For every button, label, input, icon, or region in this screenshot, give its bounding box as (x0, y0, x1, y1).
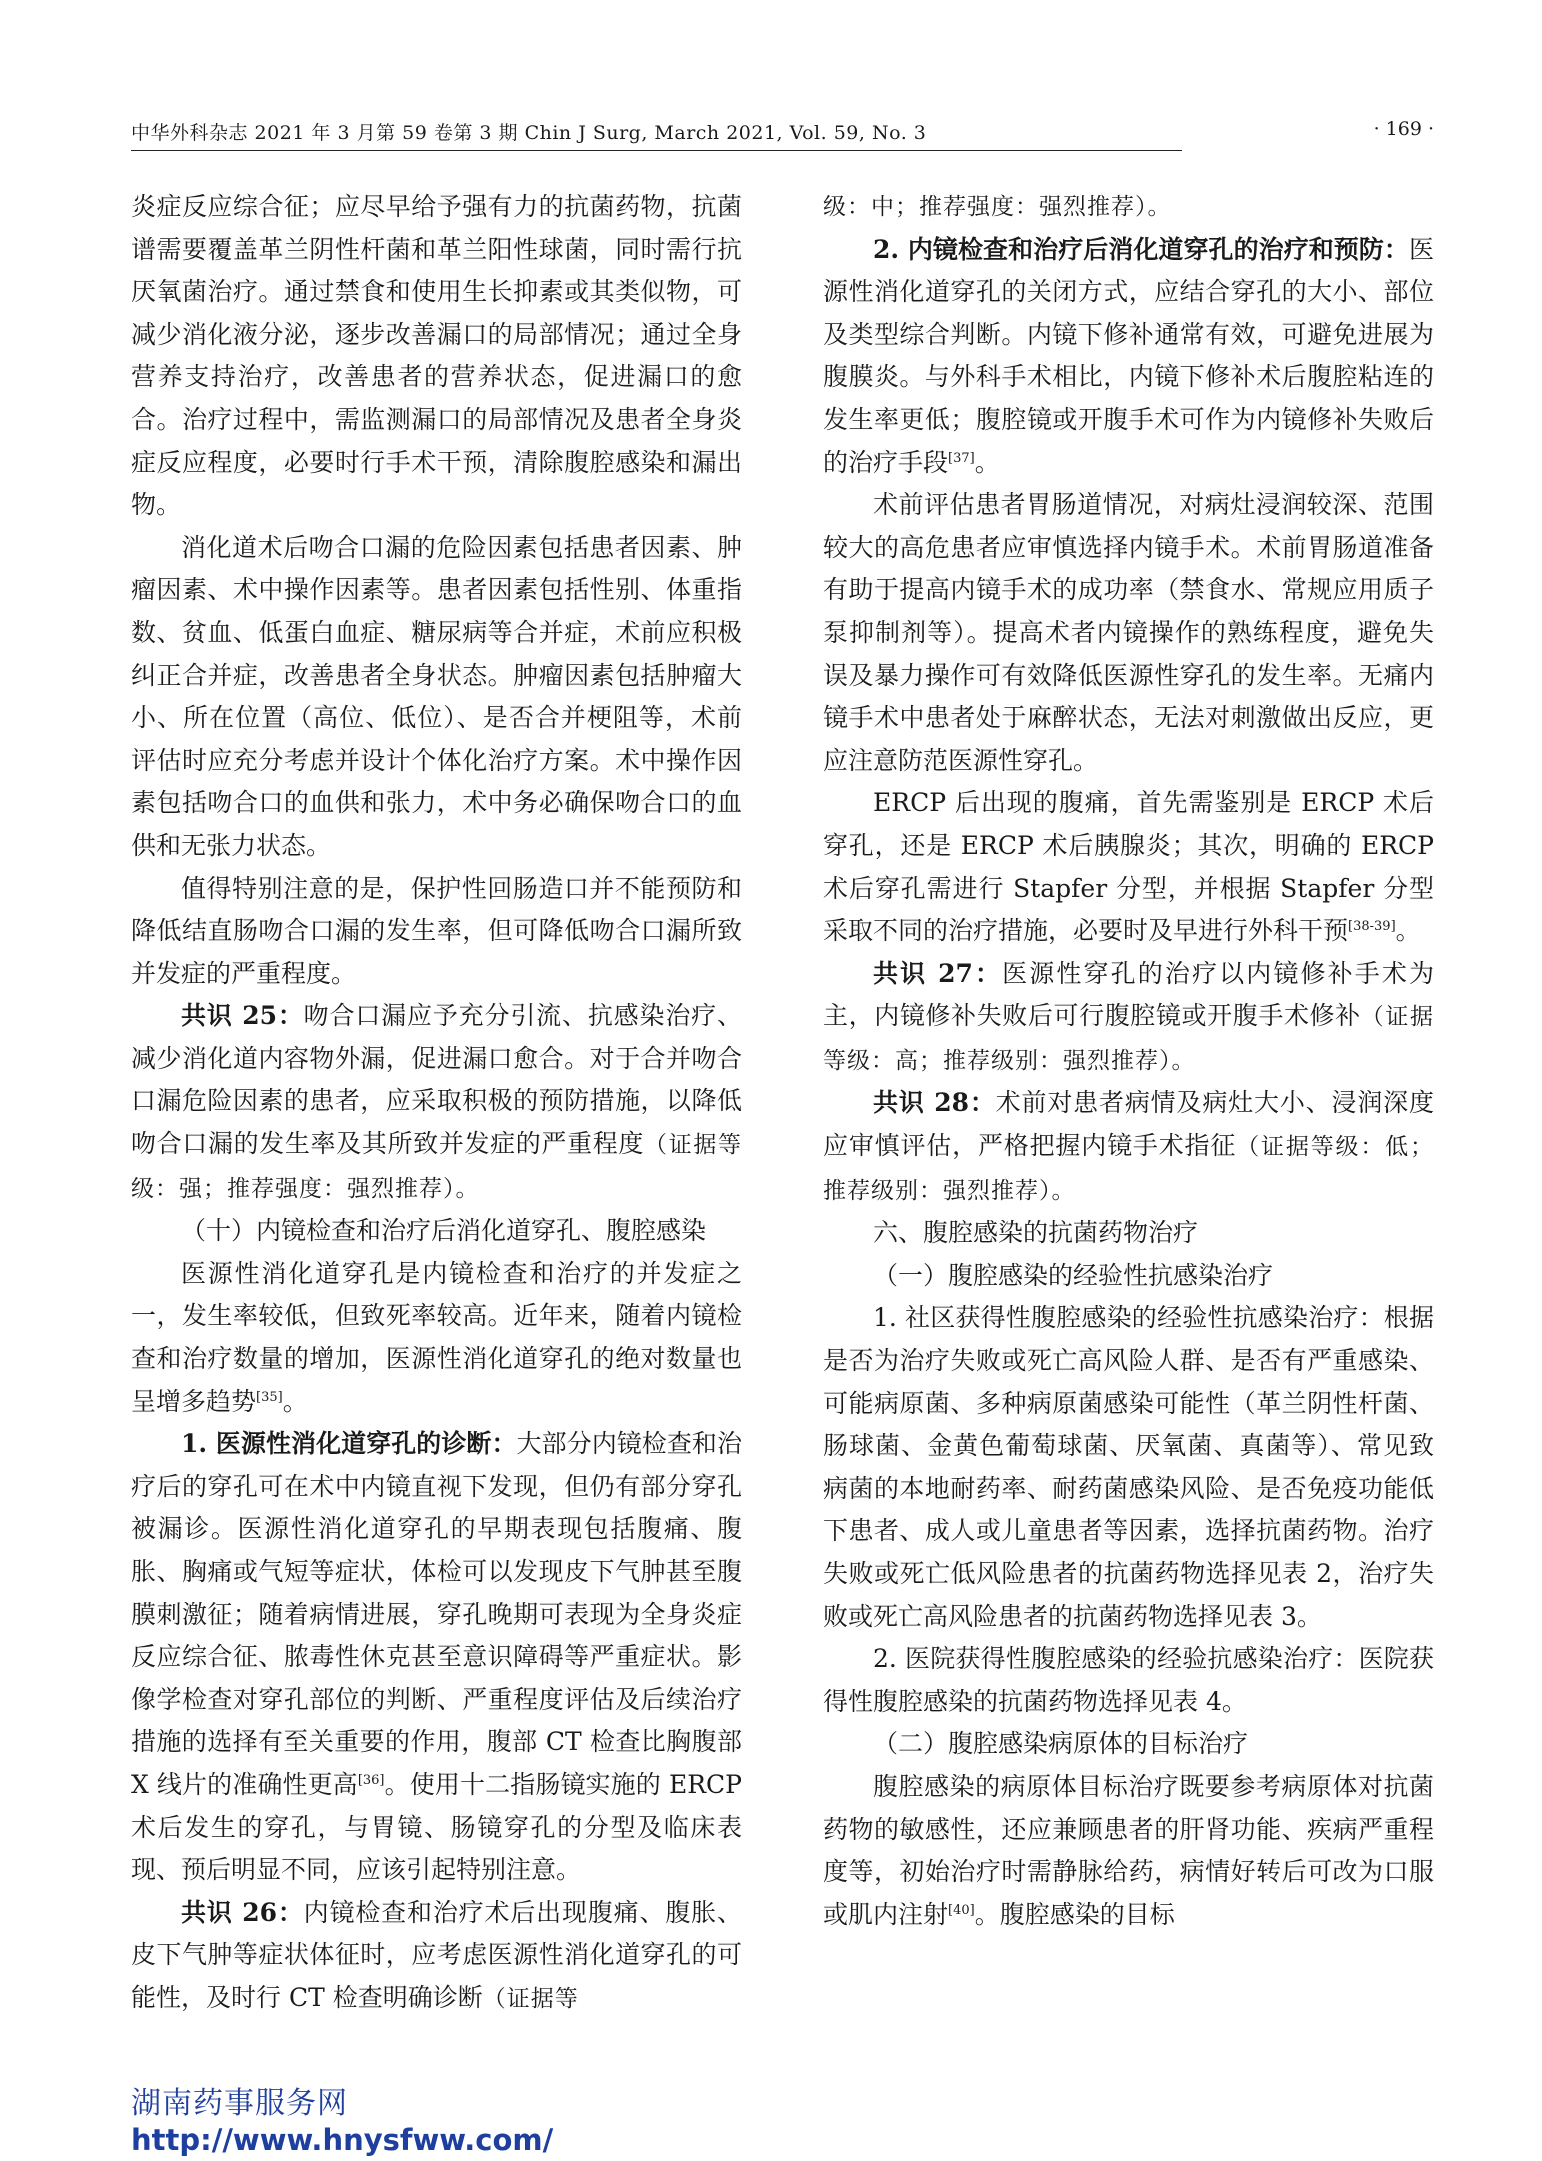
paragraph: 消化道术后吻合口漏的危险因素包括患者因素、肿瘤因素、术中操作因素等。患者因素包括性别、体重指数、贫血、低蛋白血症、糖尿病等合并症，术前应积极纠正合并症，改善患者全身状态。肿瘤因素包括肿瘤大小、所在位置（高位、低位）、是否合并梗阻等，术前评估时应充分考虑并设计个体化治疗方案。术中操作因素包括吻合口的血供和张力，术中务必确保吻合口的血供和无张力状态。 (131, 532, 742, 860)
section-heading: 六、腹腔感染的抗菌药物治疗 (873, 1218, 1199, 1248)
paragraph-text: 。腹腔感染的目标 (974, 1899, 1175, 1929)
page-number: · 169 · (1373, 118, 1434, 140)
consensus-text: 术前对患者病情及病灶大小、浸润深度应审慎评估，严格把握内镜手术指征 (823, 1088, 1434, 1161)
paragraph-text: 腹腔感染的病原体目标治疗既要参考病原体对抗菌药物的敏感性，还应兼顾患者的肝肾功能、疾病严重程度等，初始治疗时需静脉给药，病情好转后可改为口服或肌内注射 (823, 1771, 1434, 1929)
punctuation: 。 (282, 1386, 308, 1416)
watermark-site-name: 湖南药事服务网 (131, 2086, 348, 2121)
paragraph: 2. 医院获得性腹腔感染的经验抗感染治疗：医院获得性腹腔感染的抗菌药物选择见表 4。 (823, 1644, 1434, 1716)
paragraph (131, 1253, 742, 1423)
evidence-level: （证据等级：高；推荐级别：强烈推荐）。 (823, 1004, 1434, 1074)
paragraph (823, 229, 1434, 485)
consensus-label: 共识 28： (873, 1088, 996, 1118)
citation-ref: [36] (357, 1772, 385, 1788)
paragraph: 术前评估患者胃肠道情况，对病灶浸润较深、范围较大的高危患者应审慎选择内镜手术。术前胃肠道准备有助于提高内镜手术的成功率（禁食水、常规应用质子泵抑制剂等）。提高术者内镜操作的熟练程度，避免失误及暴力操作可有效降低医源性穿孔的发生率。无痛内镜手术中患者处于麻醉状态，无法对刺激做出反应，更应注意防范医源性穿孔。 (823, 490, 1434, 775)
watermark-url[interactable]: http://www.hnysfww.com/ (131, 2123, 554, 2157)
consensus-text: 吻合口漏应予充分引流、抗感染治疗、减少消化道内容物外漏，促进漏口愈合。对于合并吻合口漏危险因素的患者，应采取积极的预防措施，以降低吻合口漏的发生率及其所致并发症的严重程度 (131, 1001, 742, 1159)
consensus-text: 内镜检查和治疗术后出现腹痛、腹胀、皮下气肿等症状体征时，应考虑医源性消化道穿孔的可能性，及时行 CT 检查明确诊断 (131, 1897, 742, 2012)
evidence-level: （证据等级：强；推荐强度：强烈推荐）。 (131, 1132, 743, 1202)
journal-citation: 中华外科杂志 2021 年 3 月第 59 卷第 3 期 Chin J Surg, March 2021, Vol. 59, No. 3 (131, 122, 927, 144)
punctuation: 。 (1395, 916, 1421, 946)
paragraph-text: ERCP 后出现的腹痛，首先需鉴别是 ERCP 术后穿孔，还是 ERCP 术后胰腺炎；其次，明确的 ERCP 术后穿孔需进行 Stapfer 分型，并根据 Stapfer 分型采取不同的治疗措施，必要时及早进行外科干预 (823, 788, 1434, 946)
citation-ref: [38-39] (1348, 919, 1396, 935)
consensus-label: 共识 27： (873, 958, 1003, 988)
paragraph: 1. 社区获得性腹腔感染的经验性抗感染治疗：根据是否为治疗失败或死亡高风险人群、是否有严重感染、可能病原菌、多种病原菌感染可能性（革兰阴性杆菌、肠球菌、金黄色葡萄球菌、厌氧菌、真菌等）、常见致病菌的本地耐药率、耐药菌感染风险、是否免疫功能低下患者、成人或儿童患者等因素，选择抗菌药物。治疗失败或死亡低风险患者的抗菌药物选择见表 2，治疗失败或死亡高风险患者的抗菌药物选择见表 3。 (823, 1303, 1434, 1631)
citation-ref: [40] (948, 1902, 975, 1918)
consensus-label: 共识 26： (181, 1897, 304, 1927)
paragraph (131, 1423, 742, 1892)
consensus-26 (131, 1892, 742, 2021)
section-heading: （十）内镜检查和治疗后消化道穿孔、腹腔感染 (181, 1216, 707, 1246)
paragraph (823, 782, 1434, 952)
citation-ref: [37] (948, 450, 975, 466)
consensus-28 (823, 1082, 1434, 1212)
header-rule (131, 150, 1182, 151)
paragraph: 炎症反应综合征；应尽早给予强有力的抗菌药物，抗菌谱需要覆盖革兰阴性杆菌和革兰阳性球菌，同时需行抗厌氧菌治疗。通过禁食和使用生长抑素或其类似物，可减少消化液分泌，逐步改善漏口的局部情况；通过全身营养支持治疗，改善患者的营养状态，促进漏口的愈合。治疗过程中，需监测漏口的局部情况及患者全身炎症反应程度，必要时行手术干预，清除腹腔感染和漏出物。 (131, 192, 742, 520)
section-heading: （二）腹腔感染病原体的目标治疗 (873, 1729, 1249, 1759)
subsection-label: 2. 内镜检查和治疗后消化道穿孔的治疗和预防： (873, 234, 1409, 264)
watermark (131, 2086, 553, 2158)
section-heading: （一）腹腔感染的经验性抗感染治疗 (873, 1260, 1274, 1290)
running-header (131, 118, 1434, 152)
consensus-text: 医源性穿孔的治疗以内镜修补手术为主，内镜修补失败后可行腹腔镜或开腹手术修补 (823, 958, 1434, 1031)
paragraph (823, 1766, 1434, 1936)
consensus-25 (131, 995, 742, 1210)
evidence-level: 级：中；推荐强度：强烈推荐）。 (823, 194, 1172, 220)
paragraph-text: 大部分内镜检查和治疗后的穿孔可在术中内镜直视下发现，但仍有部分穿孔被漏诊。医源性消化道穿孔的早期表现包括腹痛、腹胀、胸痛或气短等症状，体检可以发现皮下气肿甚至腹膜刺激征；随着病情进展，穿孔晚期可表现为全身炎症反应综合征、脓毒性休克甚至意识障碍等严重症状。影像学检查对穿孔部位的判断、严重程度评估及后续治疗措施的选择有至关重要的作用，腹部 CT 检查比胸腹部 X 线片的准确性更高 (131, 1429, 742, 1799)
left-column (131, 186, 742, 2021)
subsection-label: 1. 医源性消化道穿孔的诊断： (181, 1429, 517, 1459)
paragraph-text: 。使用十二指肠镜实施的 ERCP 术后发生的穿孔，与胃镜、肠镜穿孔的分型及临床表现、预后明显不同，应该引起特别注意。 (131, 1769, 742, 1885)
punctuation: 。 (974, 447, 1000, 477)
citation-ref: [35] (256, 1389, 283, 1405)
consensus-27 (823, 953, 1434, 1083)
consensus-label: 共识 25： (181, 1001, 304, 1031)
paragraph-text: 医源性消化道穿孔是内镜检查和治疗的并发症之一，发生率较低，但致死率较高。近年来，随着内镜检查和治疗数量的增加，医源性消化道穿孔的绝对数量也呈增多趋势 (131, 1258, 742, 1416)
paragraph-text: 医源性消化道穿孔的关闭方式，应结合穿孔的大小、部位及类型综合判断。内镜下修补通常有效，可避免进展为腹膜炎。与外科手术相比，内镜下修补术后腹腔粘连的发生率更低；腹腔镜或开腹手术可作为内镜修补失败后的治疗手段 (823, 234, 1434, 477)
paragraph: 值得特别注意的是，保护性回肠造口并不能预防和降低结直肠吻合口漏的发生率，但可降低吻合口漏所致并发症的严重程度。 (131, 873, 742, 988)
right-column (823, 186, 1434, 1936)
evidence-level: （证据等级：低；推荐级别：强烈推荐）。 (823, 1134, 1434, 1204)
evidence-level: （证据等 (482, 1985, 579, 2012)
